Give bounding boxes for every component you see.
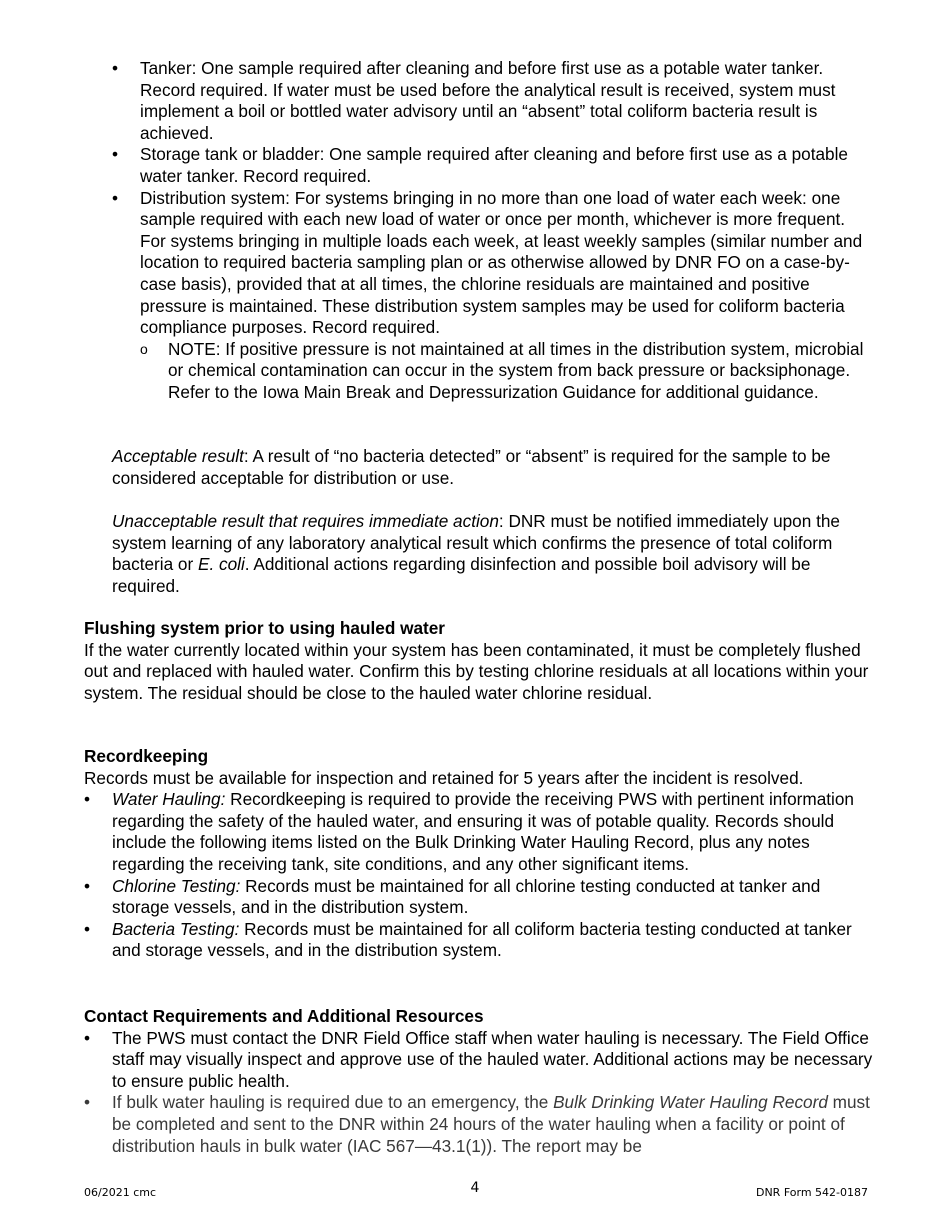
recordkeeping-heading: Recordkeeping — [84, 746, 209, 766]
unacceptable-result-label: Unacceptable result that requires immediate action — [112, 511, 499, 531]
list-item — [84, 789, 874, 875]
recordkeeping-list — [84, 789, 874, 962]
bullet-icon: • — [84, 1092, 91, 1113]
acceptable-result-paragraph — [112, 446, 872, 489]
flushing-text: If the water currently located within your system has been contaminated, it must be completely flushed out and replaced with hauled water. Confirm this by testing chlorine residuals at all locations within your system. The residual should be close to the hauled water chlorine residual. — [84, 639, 869, 703]
sub-bullet-icon: o — [140, 340, 148, 357]
list-item — [112, 144, 870, 187]
item-label: Chlorine Testing: — [112, 875, 241, 896]
hauling-record-title: Bulk Drinking Water Hauling Record — [553, 1092, 828, 1113]
contact-item-text: must be completed and sent to the DNR within 24 hours of the water hauling when a facility or point of distribution hauls in bulk water (IAC 567—43.1(1)). The report may be — [112, 1092, 870, 1156]
contact-section — [84, 1006, 874, 1157]
footer-date: 06/2021 cmc — [84, 1186, 157, 1199]
bullet-icon: • — [84, 918, 91, 939]
sampling-requirements-list — [112, 58, 870, 404]
item-text: Records must be maintained for all coliform bacteria testing conducted at tanker and storage vessels, and in the distribution system. — [112, 918, 852, 961]
distribution-system-requirement: Distribution system: For systems bringing in no more than one load of water each week: one sample required with each new load of water or once per month, whichever is more frequent. For systems bringing in multiple loads each week, at least weekly samples (similar number and location to required bacteria sampling plan or as otherwise allowed by DNR FO on a case-by-case basis), provided that at all times, the chlorine residuals are maintained and positive pressure is maintained. These distribution system samples may be used for coliform bacteria compliance purposes. Record required. — [140, 187, 863, 338]
bullet-icon: • — [84, 1027, 91, 1048]
unacceptable-text-1: : DNR must be notified immediately upon the system learning of any laboratory analytical result which confirms the presence of total coliform bacteria or — [112, 511, 840, 575]
item-text: Records must be maintained for all chlorine testing conducted at tanker and storage vessels, and in the distribution system. — [112, 875, 821, 918]
unacceptable-result-paragraph — [112, 511, 872, 597]
bullet-icon: • — [112, 144, 119, 165]
acceptable-result-text: : A result of “no bacteria detected” or “absent” is required for the sample to be considered acceptable for distribution or use. — [112, 446, 831, 488]
form-number: DNR Form 542-0187 — [755, 1186, 868, 1199]
contact-list — [84, 1028, 874, 1158]
sub-list-item — [140, 338, 870, 404]
recordkeeping-intro: Records must be available for inspection and retained for 5 years after the incident is resolved. — [84, 767, 804, 788]
bullet-icon: • — [84, 789, 91, 810]
bullet-icon: • — [112, 187, 119, 208]
bullet-icon: • — [84, 875, 91, 896]
ecoli-term: E. coli — [197, 554, 245, 575]
page-number: 4 — [470, 1180, 480, 1196]
list-item — [112, 58, 870, 144]
item-label: Water Hauling: — [112, 789, 226, 810]
recordkeeping-section — [84, 746, 874, 962]
contact-item-text: The PWS must contact the DNR Field Office staff when water hauling is necessary. The Field Office staff may visually inspect and approve use of the hauled water. Additional actions may be necessary to ensure public health. — [112, 1027, 873, 1091]
list-item — [84, 875, 874, 919]
list-item — [112, 187, 870, 404]
storage-tank-requirement: Storage tank or bladder: One sample required after cleaning and before first use as a potable water tanker. Record required. — [140, 144, 848, 186]
list-item — [84, 1027, 874, 1093]
tanker-requirement: Tanker: One sample required after cleaning and before first use as a potable water tanker. Record required. If water must be used before the analytical result is received, system must implement a boil or bottled water advisory until an “absent” total coliform bacteria result is achieved. — [140, 58, 836, 143]
item-label: Bacteria Testing: — [112, 918, 240, 939]
item-text: Recordkeeping is required to provide the receiving PWS with pertinent information regarding the safety of the hauled water, and ensuring it was of potable quality. Records should include the following items listed on the Bulk Drinking Water Hauling Record, plus any notes regarding the receiving tank, site conditions, and any other significant items. — [112, 789, 854, 874]
acceptable-result-label: Acceptable result — [112, 446, 244, 466]
list-item — [84, 918, 874, 962]
unacceptable-text-2: . Additional actions regarding disinfection and possible boil advisory will be required. — [112, 554, 811, 596]
contact-item-text: If bulk water hauling is required due to an emergency, the — [112, 1092, 554, 1113]
flushing-heading: Flushing system prior to using hauled water — [84, 618, 445, 638]
list-item — [84, 1092, 874, 1157]
flushing-section — [84, 618, 874, 704]
bullet-icon: • — [112, 58, 119, 78]
contact-heading: Contact Requirements and Additional Resources — [84, 1006, 484, 1026]
pressure-note: NOTE: If positive pressure is not maintained at all times in the distribution system, microbial or chemical contamination can occur in the system from back pressure or backsiphonage. Refer to the Iowa Main Break and Depressurization Guidance for additional guidance. — [168, 338, 864, 402]
